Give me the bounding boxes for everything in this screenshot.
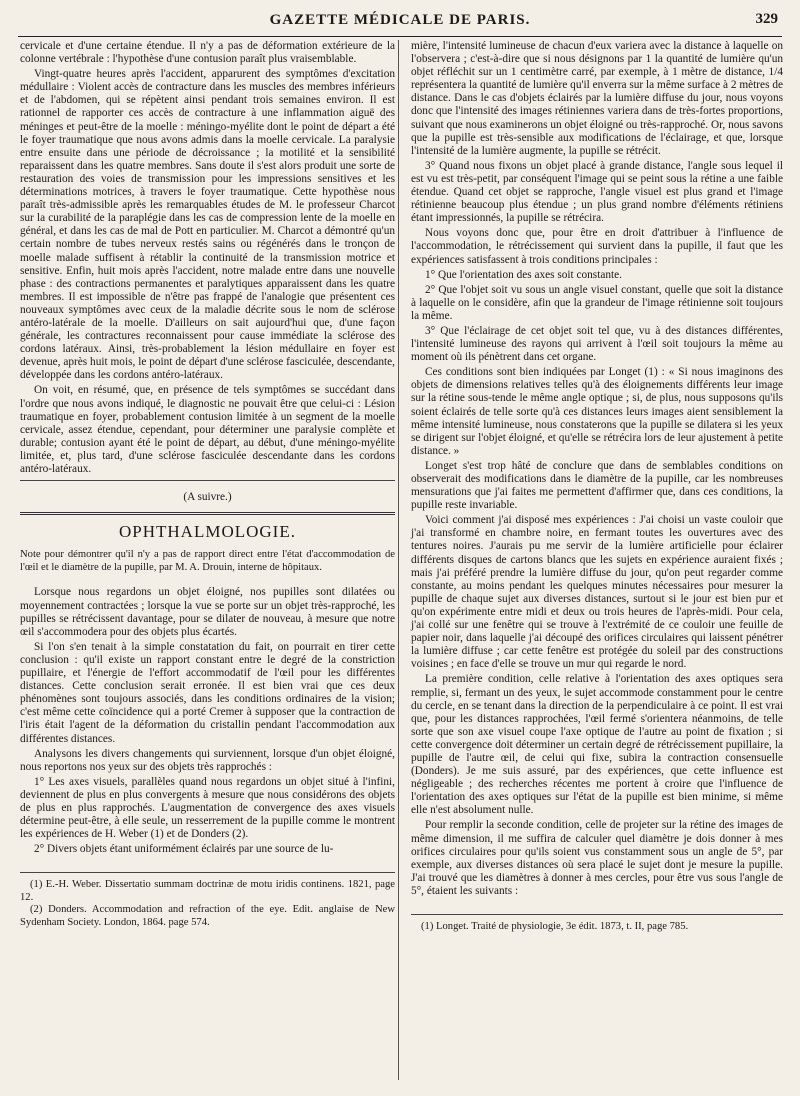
left-column bbox=[20, 40, 395, 929]
paragraph: Si l'on s'en tenait à la simple constatation du fait, on pourrait en tirer cette conclusion : qu'il existe un rapport constant entre le degré de la constriction pupillaire, et l'énergie de l'effort accommodatif de l'œil pour les différentes distances. Cette conclusion serait erronée. Il est bien vrai que ces deux phénomènes sont toujours associés, dans les conditions ordinaires de la vision; c'est même cette coïncidence qui a porté Cremer à supposer que la contraction de l'iris était l'agent de la déformation du cristallin pendant l'accommodation aux différentes distances. bbox=[20, 640, 395, 745]
article-heading: Note pour démontrer qu'il n'y a pas de rapport direct entre l'état d'accommodation de l'œil et le diamètre de la pupille, par M. A. Drouin, interne de hôpitaux. bbox=[20, 549, 395, 574]
paragraph: 3° Quand nous fixons un objet placé à grande distance, l'angle sous lequel il est vu est très-petit, par conséquent l'image qui se peint sous la rétine a une faible étendue. Quand cet objet se rapproche, l'angle visuel est plus grand et l'image rétinienne beaucoup plus étendue ; un plus grand nombre d'éléments rétiniens étant impressionnés, la pupille se rétrécira. bbox=[411, 159, 783, 225]
section-title: OPHTHALMOLOGIE. bbox=[119, 522, 296, 542]
paragraph: 2° Que l'objet soit vu sous un angle visuel constant, quelle que soit la distance à laquelle on le considère, afin que la grandeur de l'image rétinienne soit toujours la même. bbox=[411, 283, 783, 322]
paragraph: 2° Divers objets étant uniformément éclairés par une source de lu- bbox=[34, 843, 334, 856]
paragraph: Voici comment j'ai disposé mes expériences : J'ai choisi un vaste couloir que j'ai transformé en chambre noire, en fermant toutes les ouvertures avec des tentures noires. J'aurais pu me servir de la lumière artificielle pour éclairer différents disques de cartons blancs que les sujets en expérience auraient fixés ; mais j'ai préféré prendre la lumière diffuse du jour, qu'on peut regarder comme constante, au moins pendant les quelques minutes nécessaires pour mesurer la pupille de chaque sujet aux diverses distances, surtout si le jour est bien pur et qu'on expérimente entre midi et deux ou trois heures de l'après-midi. Pour cela, j'ai collé sur une fenêtre qui se trouve à l'extrémité de ce couloir une feuille de papier noir, dans laquelle j'ai découpé des orifices circulaires qui laissent pénétrer la lumière diffuse ; car cette fenêtre est protégée du soleil par des constructions voisines ; en face d'elle se trouve un mur qui regarde le nord. bbox=[411, 514, 783, 671]
journal-title: GAZETTE MÉDICALE DE PARIS. bbox=[269, 12, 531, 28]
paragraph: Longet s'est trop hâté de conclure que dans de semblables conditions on observerait des modifications dans le diamètre de la pupille, car les nombreuses mensurations que j'ai faites me permettent d'affirmer que, dans ces conditions, la pupille reste invariable. bbox=[411, 459, 783, 512]
paragraph: 1° Les axes visuels, parallèles quand nous regardons un objet situé à l'infini, deviennent de plus en plus convergents à mesure que nous considérons des objets de plus en plus rapprochés. L'augmentation de convergence des axes visuels détermine peut-être, à elle seule, un resserrement de la pupille comme le montrent les expériences de H. Weber (1) et de Donders (2). bbox=[20, 775, 395, 841]
paragraph: Pour remplir la seconde condition, celle de projeter sur la rétine des images de même dimension, il me suffira de calculer quel diamètre je dois donner à mes orifices circulaires pour qu'ils soient vus constamment sous un angle de 5°, par exemple, aux diverses distances où sera placé le sujet dont je mesure la pupille. J'ai trouvé que les diamètres à donner à mes cercles, pour être vus sous l'angle de 5°, étaient les suivants : bbox=[411, 819, 783, 897]
paragraph: mière, l'intensité lumineuse de chacun d'eux variera avec la distance à laquelle on l'observera ; c'est-à-dire que si nous désignons par 1 la quantité de lumière qu'un objet réfléchit sur un 1 centimètre carré, par exemple, à 1 mètre de distance, 1/4 représentera la quantité de lumière qu'il enverra sur la même surface à 2 mètres de distance. Dans le cas d'objets éclairés par la lumière diffuse du jour, nous voyons donc que l'intensité des images rétiniennes variera dans de très-fortes proportions, suivant que nous examinerons un objet éloigné ou très-rapproché. Or, nous savons que la pupille est très-sensible aux modifications de l'éclairage, et que, lorsque l'intensité de la lumière augmente, la pupille se rétrécit. bbox=[411, 40, 783, 157]
paragraph: Lorsque nous regardons un objet éloigné, nos pupilles sont dilatées ou moyennement contractées ; lorsque la vue se porte sur un objet très-rapproché, les pupilles se rétrécissent davantage, pour se dilater de nouveau, à mesure que notre œil s'accommodera pour des objets plus écartés. bbox=[20, 586, 395, 638]
paragraph: La première condition, celle relative à l'orientation des axes optiques sera remplie, si, fermant un des yeux, le sujet accommode constamment pour le centre du cercle, en se tenant dans la direction de la perpendiculaire à ce point. Il est vrai que, pour les distances rapprochées, l'œil fermé s'orientera néanmoins, de telle sorte que son axe visuel coupe l'axe optique de l'autre au point de fixation ; si cette convergence doit déterminer un certain degré de rétrécissement pupillaire, la pupille de l'autre œil, de celui qui fixe, subira la contraction consensuelle (Donders). Je me suis assuré, par des expériences, que cette influence est négligeable ; des recherches récentes me portent à croire que l'influence de l'orientation des axes optiques sur l'état de la pupille est bien minime, si même elle n'est absolument nulle. bbox=[411, 673, 783, 817]
footnote: (2) Donders. Accommodation and refraction of the eye. Edit. anglaise de New Sydenham Society. London, 1864. page 574. bbox=[20, 904, 395, 928]
footnotes bbox=[20, 872, 395, 929]
paragraph: On voit, en résumé, que, en présence de tels symptômes se succédant dans l'ordre que nous avons indiqué, le diagnostic ne pouvait être que celui-ci : Lésion traumatique en foyer, probablement contusion limitée à un segment de la moelle cervicale, assez étendue, cependant, pour déterminer une paralysie complète et durable; contusion ayant été le point de départ, au début, d'une méningo-myélite limitée, et, plus tard, d'une sclérose fasciculée descendante dans les cordons antéro-latéraux. bbox=[20, 384, 395, 475]
paragraph: Ces conditions sont bien indiquées par Longet (1) : « Si nous imaginons des objets de dimensions relatives telles qu'à des éloignements différents leur image sur la rétine sous-tende le même angle optique ; si, de plus, nous supposons qu'ils soient éclairés de telle sorte qu'à ces distances leurs images aient sensiblement la même intensité lumineuse, nous constaterons que la pupille se dilatera si les yeux se dirigent sur l'objet éloigné, et qu'elle se rétrécira lors de leur ajustement à petite distance. » bbox=[411, 366, 783, 457]
right-column bbox=[411, 40, 783, 934]
paragraph: cervicale et d'une certaine étendue. Il n'y a pas de déformation extérieure de la colonne vertébrale : l'hypothèse d'une contusion paraît plus vraisemblable. bbox=[20, 40, 395, 66]
running-header bbox=[18, 10, 782, 37]
paragraph: Vingt-quatre heures après l'accident, apparurent des symptômes d'excitation médullaire : Violent accès de contracture dans les muscles des membres inférieurs et de l'abdomen, qui se répètent ainsi pendant trois semaines environ. Il est rationnel de rapporter ces accès de contracture à une inflammation aiguë des méninges et peut-être de la moelle : méningo-myélite dont le point de départ a été le foyer traumatique que nous avons admis dans la moelle cervicale. La paralysie entre ensuite dans une période de décroissance ; la motilité et la sensibilité reparaissent dans les quatre membres. Sans doute il s'est alors produit une sorte de restauration des voies de transmission pour les impressions sensitives et les déterminations motrices, à travers le foyer traumatique. Cette hypothèse nous paraît très-admissible après les remarquables études de M. le professeur Charcot sur la curabilité de la paraplégie dans les cas de compression lente de la moelle en général, et dans les cas de mal de Pott en particulier. M. Charcot a démontré qu'un certain nombre de tubes nerveux restés sains ou régénérés dans le tronçon de moelle malade suffisent à rétablir la continuité de la transmission motrice et sensitive. Enfin, huit mois après l'accident, notre malade entre dans une nouvelle phase : des contractions permanentes et paralytiques apparaissent dans les quatre membres. Il est impossible de n'être pas frappé de l'analogie que présentent ces nouveaux symptômes avec ceux de la maladie décrite sous le nom de sclérose antéro-latérale de la moelle. D'ailleurs on sait aujourd'hui que, d'une façon générale, les contractures reconnaissent pour cause immédiate la sclérose des cordons latéraux. Ainsi, très-probablement la lésion médullaire en foyer est devenue, après huit mois, le point de départ d'une sclérose fasciculée, descendante, développée dans les cordons antéro-latéraux. bbox=[20, 68, 395, 382]
paragraph: Nous voyons donc que, pour être en droit d'attribuer à l'influence de l'accommodation, le rétrécissement qui survient dans la pupille, il faut que les expériences satisfassent à trois conditions principales : bbox=[411, 227, 783, 266]
continuation-note: (A suivre.) bbox=[183, 491, 232, 504]
rule bbox=[20, 480, 395, 481]
paragraph: 3° Que l'éclairage de cet objet soit tel que, vu à des distances différentes, l'intensité lumineuse des rayons qui arrivent à l'œil soit toujours la même au moment où ils pénètrent dans cet organe. bbox=[411, 324, 783, 364]
paragraph: 1° Que l'orientation des axes soit constante. bbox=[425, 268, 622, 281]
footnote: (1) Longet. Traité de physiologie, 3e édit. 1873, t. II, page 785. bbox=[421, 921, 689, 932]
footnote: (1) E.-H. Weber. Dissertatio summam doctrinæ de motu iridis continens. 1821, page 12. bbox=[20, 879, 395, 903]
section-separator bbox=[20, 512, 395, 515]
column-divider bbox=[398, 40, 399, 1080]
page-number: 329 bbox=[755, 11, 778, 27]
footnotes bbox=[411, 914, 783, 934]
paragraph: Analysons les divers changements qui surviennent, lorsque d'un objet éloigné, nous reportons nos yeux sur des objets très rapprochés : bbox=[20, 747, 395, 773]
